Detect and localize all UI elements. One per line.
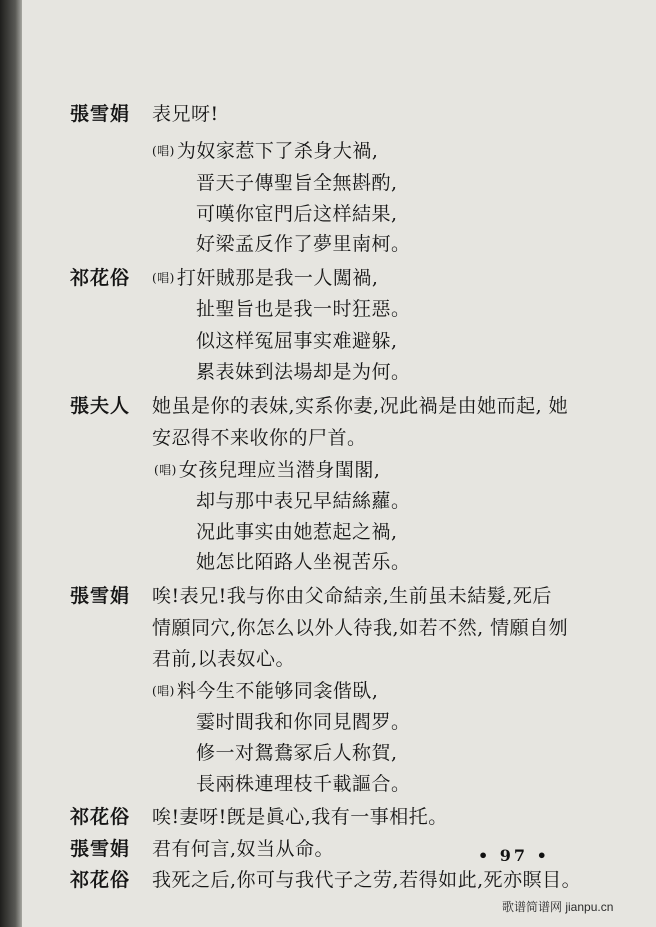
script-line: [22, 198, 656, 230]
dialogue-text: [152, 262, 378, 294]
script-line: [22, 135, 656, 167]
dialogue-text: [150, 390, 568, 422]
speaker-name: 張雪娟: [70, 838, 131, 860]
dialogue-words: 君前,以表奴心。: [152, 648, 296, 670]
script-line: [22, 516, 656, 548]
dialogue-words: 累表妹到法場却是为何。: [196, 361, 411, 383]
dialogue-words: 为奴家惹下了杀身大禍,: [176, 140, 379, 162]
speaker-name: 張雪娟: [70, 103, 131, 125]
site-watermark: 歌谱简谱网 jianpu.cn: [502, 900, 614, 914]
dialogue-words: 她怎比陌路人坐視苦乐。: [196, 551, 411, 573]
page-number: • 97 •: [478, 846, 550, 865]
dialogue-text: [154, 454, 380, 486]
dialogue-words: 情願同穴,你怎么以外人待我,如若不然, 情願自刎: [152, 617, 569, 639]
script-line: [22, 422, 656, 454]
dialogue-words: 可嘆你宦門后这样結果,: [196, 203, 398, 225]
dialogue-text: [152, 675, 378, 707]
book-gutter: [0, 0, 22, 927]
script-line: [22, 768, 656, 800]
dialogue-text: [194, 737, 398, 769]
script-line: [22, 546, 656, 578]
script-line: [22, 580, 656, 612]
script-line: [22, 706, 656, 738]
dialogue-words: 晋天子傳聖旨全無斟酌,: [196, 172, 398, 194]
dialogue-words: 霎时間我和你同見閻罗。: [196, 711, 411, 733]
dialogue-text: [194, 198, 398, 230]
dialogue-words: 女孩兒理应当潜身閨閣,: [178, 459, 381, 481]
dialogue-words: 君有何言,奴当从命。: [152, 838, 335, 860]
script-line: [22, 675, 656, 707]
dialogue-text: [194, 293, 411, 325]
dialogue-text: [194, 228, 411, 260]
dialogue-text: [150, 98, 219, 130]
dialogue-words: 表兄呀!: [152, 103, 219, 125]
dialogue-text: [194, 706, 411, 738]
dialogue-words: 修一对鴛鴦冢后人称賀,: [196, 742, 398, 764]
dialogue-text: [150, 801, 448, 833]
dialogue-text: [152, 135, 378, 167]
dialogue-text: [194, 167, 398, 199]
dialogue-words: 唉!表兄!我与你由父命結亲,生前虽未結髮,死后: [152, 585, 552, 607]
dialogue-text: [150, 643, 295, 675]
dialogue-text: [194, 356, 411, 388]
sing-marker: (唱): [152, 271, 175, 285]
script-line: [22, 293, 656, 325]
dialogue-words: 却与那中表兄早結絲蘿。: [196, 490, 411, 512]
script-line: [22, 643, 656, 675]
script-line: [22, 612, 656, 644]
dialogue-text: [194, 546, 411, 578]
script-line: [22, 262, 656, 294]
script-line: [22, 737, 656, 769]
dialogue-text: [150, 864, 581, 896]
script-line: [22, 454, 656, 486]
script-line: [22, 801, 656, 833]
dialogue-words: 扯聖旨也是我一时狂惡。: [196, 298, 411, 320]
dialogue-words: 好梁孟反作了夢里南柯。: [196, 233, 411, 255]
dialogue-words: 唉!妻呀!旣是眞心,我有一事相托。: [152, 806, 448, 828]
script-line: [22, 228, 656, 260]
script-line: [22, 325, 656, 357]
speaker-name: 祁花俗: [70, 806, 131, 828]
dialogue-text: [150, 580, 552, 612]
dialogue-words: 打奸賊那是我一人闖禍,: [176, 267, 379, 289]
book-page: [22, 0, 656, 927]
speaker-name: 祁花俗: [70, 267, 131, 289]
script-line: [22, 167, 656, 199]
dialogue-text: [194, 516, 398, 548]
script-line: [22, 390, 656, 422]
dialogue-words: 安忍得不来收你的尸首。: [152, 427, 367, 449]
script-line: [22, 98, 656, 130]
script-line: [22, 864, 656, 896]
speaker-name: 祁花俗: [70, 869, 131, 891]
dialogue-text: [194, 325, 398, 357]
dialogue-text: [194, 768, 411, 800]
dialogue-text: [150, 833, 334, 865]
sing-marker: (唱): [152, 684, 175, 698]
sing-marker: (唱): [154, 463, 177, 477]
dialogue-words: 况此事实由她惹起之禍,: [196, 521, 398, 543]
dialogue-text: [150, 612, 568, 644]
dialogue-words: 似这样冤屈事实难避躲,: [196, 330, 398, 352]
script-line: [22, 485, 656, 517]
dialogue-words: 她虽是你的表妹,实系你妻,况此禍是由她而起, 她: [152, 395, 569, 417]
dialogue-text: [194, 485, 411, 517]
dialogue-text: [150, 422, 367, 454]
speaker-name: 張夫人: [70, 395, 131, 417]
sing-marker: (唱): [152, 144, 175, 158]
dialogue-words: 長兩株連理枝千載謳合。: [196, 773, 411, 795]
script-line: [22, 356, 656, 388]
speaker-name: 張雪娟: [70, 585, 131, 607]
dialogue-words: 料今生不能够同衾偕臥,: [176, 680, 379, 702]
dialogue-words: 我死之后,你可与我代子之劳,若得如此,死亦瞑目。: [152, 869, 582, 891]
script-line: [22, 833, 656, 865]
